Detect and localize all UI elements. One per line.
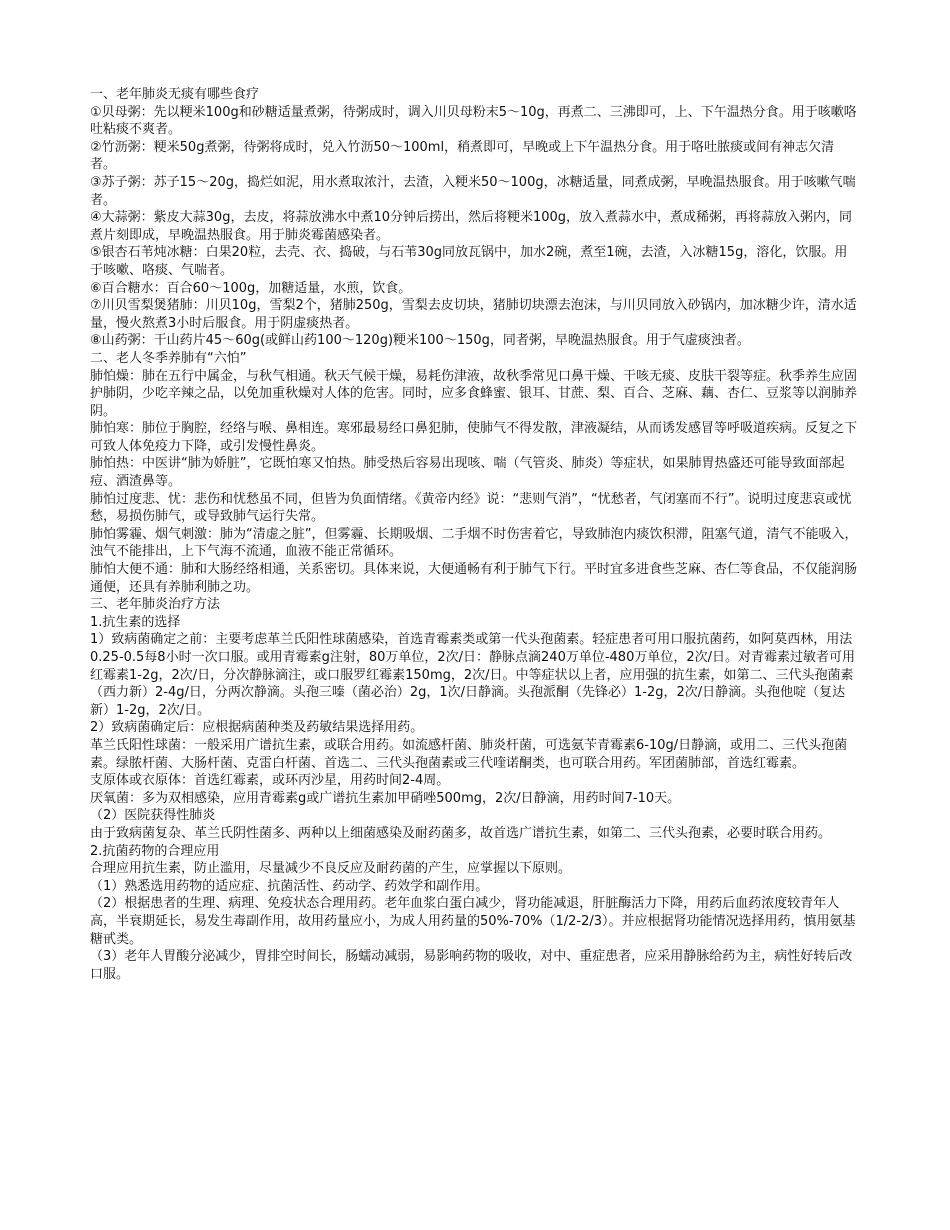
paragraph-after-pathogen: 2）致病菌确定后：应根据病菌种类及药敏结果选择用药。 xyxy=(90,720,424,736)
fear-item-smog: 肺怕雾霾、烟气刺激：肺为“清虚之脏”，但雾霾、长期吸烟、二手烟不时伤害着它，导致肺泡内痰饮积滞，阻塞气道，清气不能吸入，浊气不能排出，上下气海不流通，血液不能正常循环。 xyxy=(90,526,858,560)
fear-item-grief: 肺怕过度悲、忧：悲伤和忧愁虽不同，但皆为负面情绪。《黄帝内经》说：“悲则气消”，“忧愁者，气闭塞而不行”。说明过度悲哀或忧愁，易损伤肺气，或导致肺气运行失常。 xyxy=(90,491,852,525)
recipe-item-yam-porridge: ⑧山药粥：干山药片45～60g(或鲜山药100～120g)粳米100～150g，同者粥，早晚温热服食。用于气虚痰浊者。 xyxy=(90,333,750,349)
subheading-antibiotic-choice: 1.抗生素的选择 xyxy=(90,614,181,630)
recipe-item-pear-lung-soup: ⑦川贝雪梨煲猪肺：川贝10g，雪梨2个，猪肺250g，雪梨去皮切块，猪肺切块漂去泡沫，与川贝同放入砂锅内，加冰糖少许，清水适量，慢火熬煮3小时后服食。用于阴虚痰热者。 xyxy=(90,298,857,331)
fear-item-dryness: 肺怕燥：肺在五行中属金，与秋气相通。秋天气候干燥，易耗伤津液，故秋季常见口鼻干燥、干咳无痰、皮肤干裂等症。秋季养生应固护肺阴，少吃辛辣之品，以免加重秋燥对人体的危害。同时，应多食蜂蜜、银耳、甘蔗、梨、百合、芝麻、藕、杏仁、豆浆等以润肺养阴。 xyxy=(90,368,858,419)
recipe-item-suzi-porridge: ③苏子粥：苏子15～20g，捣烂如泥，用水煮取浓汁，去渣，入粳米50～100g，冰糖适量，同煮成粥，早晚温热服食。用于咳嗽气喘者。 xyxy=(90,174,856,208)
paragraph-anaerobe: 厌氧菌：多为双相感染，应用青霉素g或广谱抗生素加甲硝唑500mg，2次/日静滴，用药时间7-10天。 xyxy=(90,790,681,806)
fear-item-heat: 肺怕热：中医讲“肺为娇脏”，它既怕寒又怕热。肺受热后容易出现咳、喘（气管炎、肺炎）等症状，如果肺胃热盛还可能导致面部起痘、酒渣鼻等。 xyxy=(90,456,845,490)
paragraph-before-pathogen: 1）致病菌确定之前：主要考虑革兰氏阳性球菌感染，首选青霉素类或第一代头孢菌素。轻症患者可用口服抗菌药，如阿莫西林，用法0.25-0.5每8小时一次口服。或用青霉素g注射，80万单位，2次/日：静脉点滴240万单位-480万单位，2次/日。对青霉素过敏者可用红霉素1-2g，2次/日，分次静脉滴注，或口服罗红霉素150mg，2次/日。中等症状以上者，应用强的抗生素，如第二、三代头孢菌素（西力新）2-4g/日，分两次静滴。头孢三嗪（菌必治）2g，1次/日静滴。头孢派酮（先锋必）1-2g，2次/日静滴。头孢他啶（复达新）1-2g，2次/日。 xyxy=(90,632,855,718)
subheading-hospital-pneumonia: （2）医院获得性肺炎 xyxy=(90,808,216,824)
paragraph-hospital-pneumonia: 由于致病菌复杂、革兰氏阴性菌多、两种以上细菌感染及耐药菌多，故首选广谱抗生素，如第二、三代头孢素，必要时联合用药。 xyxy=(90,825,832,841)
paragraph-mycoplasma: 支原体或衣原体：首选红霉素，或环丙沙星，用药时间2-4周。 xyxy=(90,773,450,789)
paragraph-rational-use-intro: 合理应用抗生素，防止滥用，尽量减少不良反应及耐药菌的产生，应掌握以下原则。 xyxy=(90,861,572,877)
fear-item-constipation: 肺怕大便不通：肺和大肠经络相通，关系密切。具体来说，大便通畅有利于肺气下行。平时宜多进食些芝麻、杏仁等食品，不仅能润肠通便，还具有养肺利肺之功。 xyxy=(90,562,858,595)
recipe-item-zhuli-porridge: ②竹沥粥：粳米50g煮粥，待粥将成时，兑入竹沥50～100ml，稍煮即可，早晚或上下午温热分食。用于咯吐脓痰或间有神志欠清者。 xyxy=(90,139,835,173)
principle-item-2: （2）根据患者的生理、病理、免疫状态合理用药。老年血浆白蛋白减少，肾功能减退，肝脏酶活力下降，用药后血药浓度较青年人高，半衰期延长，易发生毒副作用，故用药量应小，为成人用药量的50%-70%（1/2-2/3）。并应根据肾功能情况选择用药，慎用氨基糖甙类。 xyxy=(90,896,856,947)
recipe-item-lily-syrup: ⑥百合糖水：百合60～100g，加糖适量，水煎，饮食。 xyxy=(90,280,412,296)
paragraph-gram-positive: 革兰氏阳性球菌：一般采用广谱抗生素，或联合用药。如流感杆菌、肺炎杆菌，可选氨苄青霉素6-10g/日静滴，或用二、三代头孢菌素。绿脓杆菌、大肠杆菌、克雷白杆菌、首选二、三代头孢菌素或三代喹诺酮类，也可联合用药。军团菌肺部，首选红霉素。 xyxy=(90,737,848,771)
principle-item-3: （3）老年人胃酸分泌减少，胃排空时间长，肠蠕动减弱，易影响药物的吸收，对中、重症患者，应采用静脉给药为主，病性好转后改口服。 xyxy=(90,949,853,982)
recipe-item-ginkgo-sugar: ⑤银杏石苇炖冰糖：白果20粒，去壳、衣、捣破，与石苇30g同放瓦锅中，加水2碗，煮至1碗，去渣，入冰糖15g，溶化，饮服。用于咳嗽、咯痰、气喘者。 xyxy=(90,245,848,278)
principle-item-1: （1）熟悉选用药物的适应症、抗菌活性、药动学、药效学和副作用。 xyxy=(90,878,489,894)
fear-item-cold: 肺怕寒：肺位于胸腔，经络与喉、鼻相连。寒邪最易经口鼻犯肺，使肺气不得发散，津液凝结，从而诱发感冒等呼吸道疾病。反复之下可致人体免疫力下降，或引发慢性鼻炎。 xyxy=(90,421,858,454)
section-heading-six-fears: 二、老人冬季养肺有“六怕” xyxy=(90,350,247,366)
section-heading-diet: 一、老年肺炎无痰有哪些食疗 xyxy=(90,87,260,102)
subheading-rational-use: 2.抗菌药物的合理应用 xyxy=(90,843,220,859)
recipe-item-garlic-porridge: ④大蒜粥：紫皮大蒜30g，去皮，将蒜放沸水中煮10分钟后捞出，然后将粳米100g，放入煮蒜水中，煮成稀粥，再将蒜放入粥内，同煮片刻即成，早晚温热服食。用于肺炎霉菌感染者。 xyxy=(90,210,853,243)
section-heading-treatment: 三、老年肺炎治疗方法 xyxy=(90,597,221,613)
recipe-item-beimu-porridge: ①贝母粥：先以粳米100g和砂糖适量煮粥，待粥成时，调入川贝母粉末5～10g，再煮二、三沸即可，上、下午温热分食。用于咳嗽咯吐粘痰不爽者。 xyxy=(90,104,857,138)
